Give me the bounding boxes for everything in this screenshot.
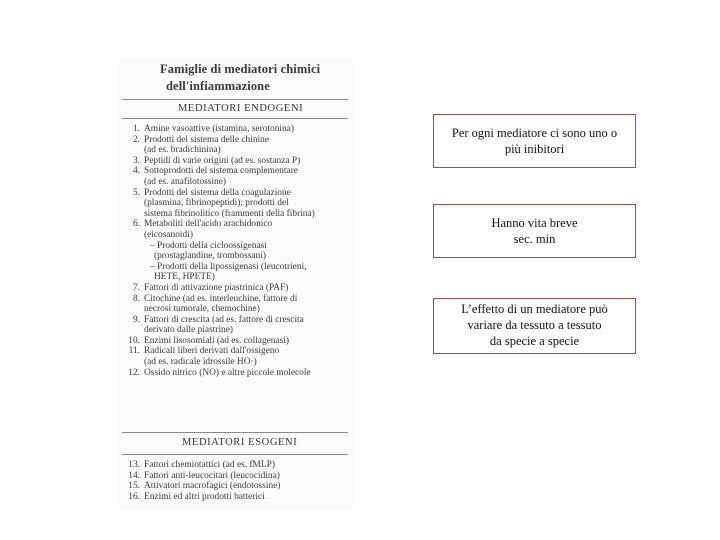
divider — [122, 118, 348, 119]
item-line: (ad es. radicale idrossile HO·) — [144, 357, 257, 368]
item-number: 5. — [132, 187, 140, 198]
note-inhibitors — [433, 114, 636, 168]
item-line: (ad es. bradichinina) — [144, 145, 221, 156]
note-line: variare da tessuto a tessuto — [467, 318, 602, 332]
note-line: Hanno vita breve — [491, 216, 578, 230]
item-number: 4. — [132, 166, 140, 177]
divider — [122, 432, 348, 433]
list-item — [122, 336, 350, 347]
item-line: Peptidi di varie origini (ad es. sostanza P) — [144, 155, 301, 166]
item-text — [144, 481, 350, 492]
list-item — [122, 315, 350, 336]
list-item — [122, 188, 350, 220]
note-line: da specie a specie — [489, 334, 580, 348]
note-short-life — [433, 204, 636, 258]
item-number: 13. — [128, 460, 140, 470]
item-line: Attivatori macrofagici (endotossine) — [144, 481, 281, 492]
item-line: (prostaglandine, trombossani) — [154, 251, 266, 262]
item-line: Radicali liberi derivati dall'ossigeno — [144, 346, 280, 357]
item-number: 11. — [128, 346, 140, 357]
list-item — [122, 460, 350, 471]
item-number: 12. — [128, 367, 140, 378]
item-number: 3. — [132, 155, 140, 166]
item-line: Fattori di attivazione piastrinica (PAF) — [144, 282, 289, 293]
item-text — [144, 135, 350, 156]
item-line: Enzimi lisosomiali (ad es. collagenasi) — [144, 335, 290, 346]
item-line: Fattori di crescita (ad es. fattore di crescita — [144, 314, 304, 325]
item-line: Ossido nitrico (NO) e altre piccole molecole — [144, 367, 311, 378]
list-item — [122, 219, 350, 283]
item-line: Amine vasoattive (istamina, serotonina) — [144, 124, 294, 134]
item-number: 15. — [128, 481, 140, 492]
item-number: 7. — [132, 282, 140, 293]
item-line: – Prodotti della lipossigenasi (leucotrieni, — [150, 261, 307, 272]
list-item — [122, 124, 350, 135]
exogenous-list — [122, 460, 350, 502]
note-line: sec. min — [513, 232, 556, 246]
item-line: (plasmina, fibrinopeptidi); prodotti del — [144, 198, 289, 209]
item-text — [144, 219, 350, 283]
endogenous-header: MEDIATORI ENDOGENI — [178, 103, 304, 114]
item-line: derivato dalle piastrine) — [144, 325, 234, 336]
item-number: 16. — [128, 491, 140, 502]
item-text — [144, 368, 350, 379]
note-line: più inibitori — [504, 142, 565, 156]
exogenous-header: MEDIATORI ESOGENI — [182, 437, 298, 448]
item-line: – Prodotti della cicloossigenasi — [150, 240, 267, 251]
item-line: Fattori chemiotattici (ad es. fMLP) — [144, 460, 275, 470]
list-item — [122, 166, 350, 187]
item-text — [144, 294, 350, 315]
item-text — [144, 460, 350, 471]
item-text — [144, 124, 350, 135]
note-line: L’effetto di un mediatore può — [461, 302, 608, 316]
item-number: 2. — [132, 134, 140, 145]
item-text — [144, 471, 350, 482]
item-line: (ad es. anafilotossine) — [144, 176, 227, 187]
item-line: necrosi tumorale, chemochine) — [144, 304, 260, 315]
item-number: 10. — [128, 335, 140, 346]
item-text — [144, 346, 350, 367]
item-line: HETE, HPETE) — [154, 272, 215, 283]
item-text — [144, 283, 350, 294]
divider — [122, 99, 348, 100]
item-number: 9. — [132, 314, 140, 325]
item-line: Metaboliti dell'acido arachidonico — [144, 219, 273, 230]
list-item — [122, 346, 350, 367]
list-item — [122, 492, 350, 503]
item-text — [144, 156, 350, 167]
item-number: 6. — [132, 219, 140, 230]
list-item — [122, 294, 350, 315]
item-line: Sottoprodotti del sistema complementare — [144, 166, 298, 177]
list-item — [122, 283, 350, 294]
item-line: (eicosanoidi) — [144, 229, 193, 240]
list-item — [122, 156, 350, 167]
table-title-line1: Famiglie di mediatori chimici — [160, 62, 321, 76]
item-number: 14. — [128, 470, 140, 481]
item-number: 8. — [132, 293, 140, 304]
list-item — [122, 481, 350, 492]
item-text — [144, 188, 350, 220]
divider — [122, 454, 348, 455]
note-line: Per ogni mediatore ci sono uno o — [451, 126, 618, 140]
list-item — [122, 368, 350, 379]
note-variable-effect — [433, 298, 636, 354]
list-item — [122, 135, 350, 156]
item-line: Prodotti del sistema delle chinine — [144, 134, 269, 145]
list-item — [122, 471, 350, 482]
item-text — [144, 166, 350, 187]
endogenous-list — [122, 124, 350, 378]
item-text — [144, 492, 350, 503]
table-title-line2: dell'infiammazione — [166, 79, 270, 93]
item-text — [144, 336, 350, 347]
mediators-table-image — [118, 58, 354, 510]
item-line: Prodotti del sistema della coagulazione — [144, 187, 291, 198]
item-line: sistema fibrinolitico (frammenti della fibrina) — [144, 208, 315, 219]
item-line: Enzimi ed altri prodotti batterici — [144, 491, 265, 502]
item-number: 1. — [132, 124, 140, 134]
item-line: Citochine (ad es. interleuchine, fattore di — [144, 293, 298, 304]
item-text — [144, 315, 350, 336]
item-line: Fattori anti-leucocitari (leucocidina) — [144, 470, 280, 481]
